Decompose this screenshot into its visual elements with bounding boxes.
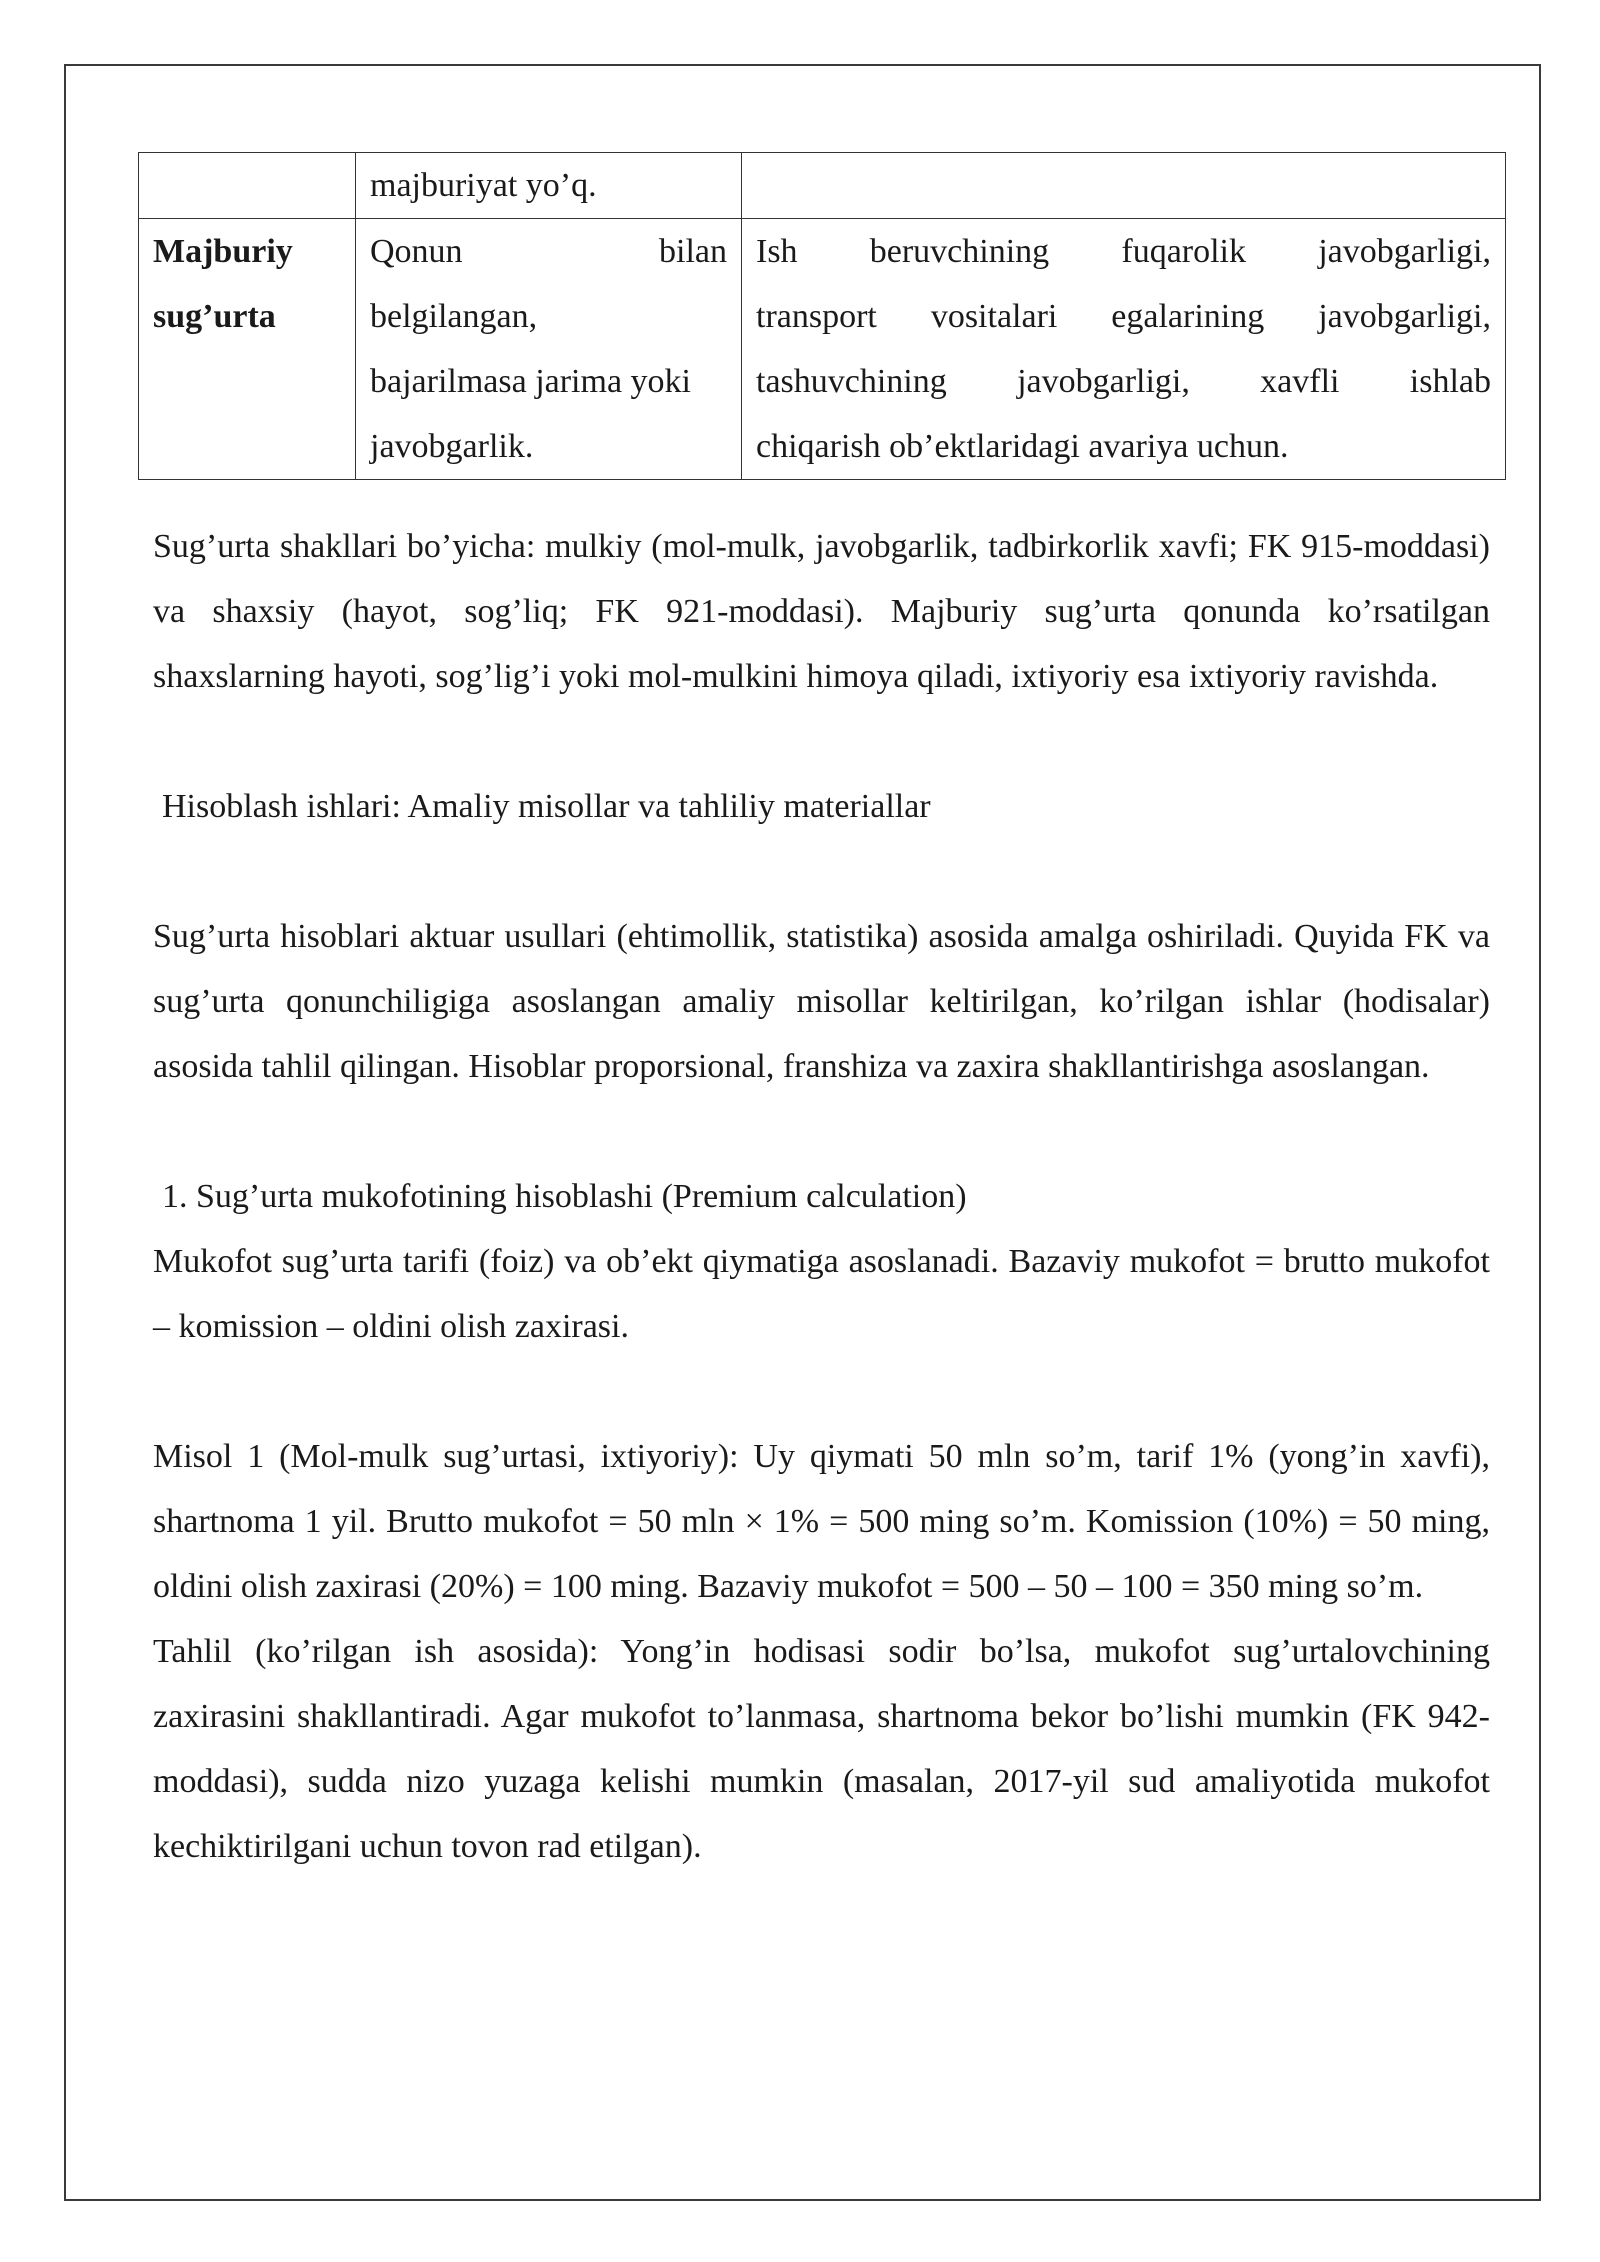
table-cell-description	[356, 219, 742, 480]
table-cell-examples	[742, 153, 1506, 219]
cell-line: transport vositalari egalarining javobgarligi,	[756, 298, 1491, 335]
document-body	[138, 152, 1505, 1879]
cell-line: Qonun bilan	[370, 233, 727, 270]
table-cell-type	[139, 153, 356, 219]
cell-line: bajarilmasa jarima yoki	[370, 363, 691, 400]
paragraph-analysis: Tahlil (ko’rilgan ish asosida): Yong’in hodisasi sodir bo’lsa, mukofot sug’urtalovchining zaxirasini shakllantiradi. Agar mukofot to’lanmasa, shartnoma bekor bo’lishi mumkin (FK 942-moddasi), sudda nizo yuzaga kelishi mumkin (masalan, 2017-yil sud amaliyotida mukofot kechiktirilgani uchun tovon rad etilgan).	[153, 1633, 1490, 1865]
cell-line: Ish beruvchining fuqarolik javobgarligi,	[756, 233, 1491, 270]
paragraph-example-1: Misol 1 (Mol-mulk sug’urtasi, ixtiyoriy): Uy qiymati 50 mln so’m, tarif 1% (yong’in xavfi), shartnoma 1 yil. Brutto mukofot = 50 mln × 1% = 500 ming so’m. Komission (10%) = 50 ming, oldini olish zaxirasi (20%) = 100 ming. Bazaviy mukofot = 500 – 50 – 100 = 350 ming so’m.	[153, 1438, 1490, 1605]
cell-line: Majburiy	[153, 233, 293, 270]
table-row	[139, 153, 1506, 219]
cell-line: belgilangan,	[370, 298, 538, 335]
paragraph-calculations-intro: Sug’urta hisoblari aktuar usullari (ehtimollik, statistika) asosida amalga oshiriladi. Quyida FK va sug’urta qonunchiligiga asoslangan amaliy misollar keltirilgan, ko’rilgan ishlar (hodisalar) asosida tahlil qilingan. Hisoblar proporsional, franshiza va zaxira shakllantirishga asoslangan.	[153, 918, 1490, 1085]
table-cell-examples	[742, 219, 1506, 480]
section-heading: Hisoblash ishlari: Amaliy misollar va tahliliy materiallar	[162, 788, 931, 825]
cell-line: tashuvchining javobgarligi, xavfli ishlab	[756, 363, 1491, 400]
insurance-types-table	[138, 152, 1506, 480]
table-cell-description: majburiyat yo’q.	[356, 153, 742, 219]
paragraph-premium-basis: Mukofot sug’urta tarifi (foiz) va ob’ekt qiymatiga asoslanadi. Bazaviy mukofot = brutto mukofot – komission – oldini olish zaxirasi.	[153, 1243, 1490, 1345]
cell-line: chiqarish ob’ektlaridagi avariya uchun.	[756, 428, 1289, 465]
table-row	[139, 219, 1506, 480]
subsection-heading: 1. Sug’urta mukofotining hisoblashi (Premium calculation)	[162, 1178, 967, 1215]
paragraph-insurance-forms: Sug’urta shakllari bo’yicha: mulkiy (mol-mulk, javobgarlik, tadbirkorlik xavfi; FK 915-moddasi) va shaxsiy (hayot, sog’liq; FK 921-moddasi). Majburiy sug’urta qonunda ko’rsatilgan shaxslarning hayoti, sog’lig’i yoki mol-mulkini himoya qiladi, ixtiyoriy esa ixtiyoriy ravishda.	[153, 528, 1490, 695]
cell-line: sug’urta	[153, 298, 276, 335]
table-cell-type	[139, 219, 356, 480]
cell-line: javobgarlik.	[370, 428, 534, 465]
